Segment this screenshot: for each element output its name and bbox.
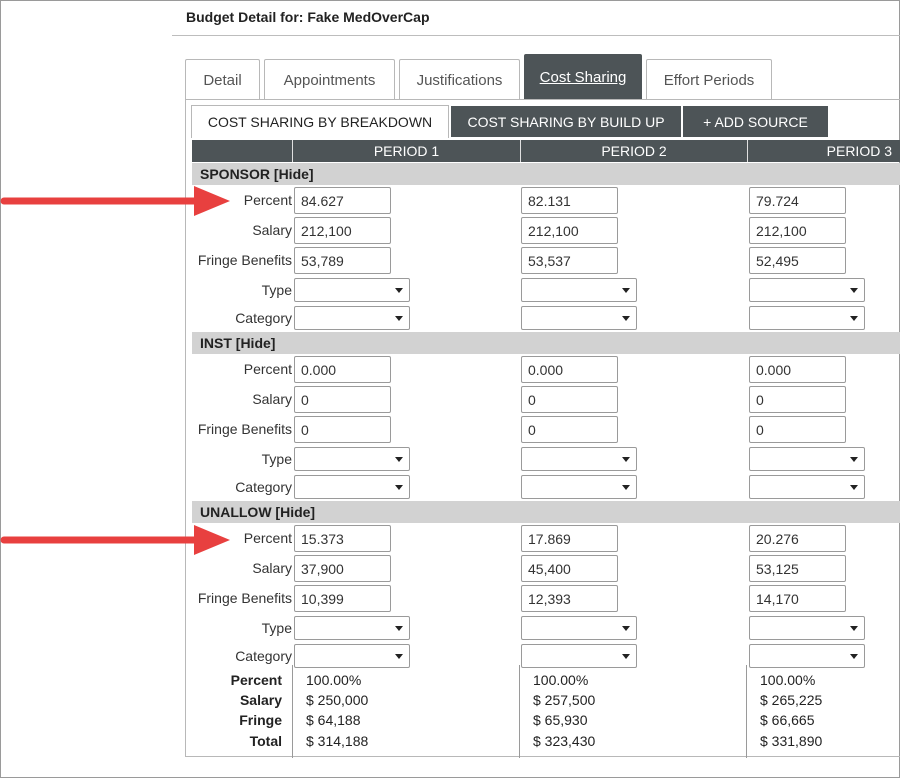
unallow-fringe-p2[interactable] — [521, 585, 618, 612]
period-1-header: PERIOD 1 — [292, 140, 520, 162]
subtab-by-breakdown[interactable]: COST SHARING BY BREAKDOWN — [191, 105, 449, 138]
inst-category-select-p1[interactable] — [294, 475, 410, 499]
unallow-percent-p2[interactable] — [521, 525, 618, 552]
sponsor-salary-p3[interactable] — [749, 217, 846, 244]
row-label-percent: Percent — [243, 530, 292, 546]
page-title: Budget Detail for: Fake MedOverCap — [186, 9, 430, 25]
chevron-down-icon — [622, 316, 630, 321]
period-2-header: PERIOD 2 — [520, 140, 747, 162]
section-inst[interactable]: INST [Hide] — [192, 332, 900, 354]
chevron-down-icon — [395, 316, 403, 321]
totals-label-fringe: Fringe — [239, 712, 282, 728]
unallow-category-select-p2[interactable] — [521, 644, 637, 668]
chevron-down-icon — [622, 288, 630, 293]
chevron-down-icon — [395, 288, 403, 293]
period-3-header: PERIOD 3 — [747, 140, 900, 162]
row-label-percent: Percent — [243, 361, 292, 377]
unallow-salary-p2[interactable] — [521, 555, 618, 582]
annotation-arrow-icon — [0, 182, 232, 220]
sponsor-fringe-p2[interactable] — [521, 247, 618, 274]
row-label-percent: Percent — [243, 192, 292, 208]
sponsor-salary-p1[interactable] — [294, 217, 391, 244]
column-divider — [746, 665, 747, 758]
unallow-salary-p3[interactable] — [749, 555, 846, 582]
section-unallow[interactable]: UNALLOW [Hide] — [192, 501, 900, 523]
total-sum-p2: $ 323,430 — [533, 733, 596, 749]
sponsor-type-select-p1[interactable] — [294, 278, 410, 302]
inst-type-select-p2[interactable] — [521, 447, 637, 471]
sponsor-fringe-p1[interactable] — [294, 247, 391, 274]
row-label-type: Type — [261, 451, 292, 467]
inst-salary-p2[interactable] — [521, 386, 618, 413]
chevron-down-icon — [395, 654, 403, 659]
tab-detail[interactable]: Detail — [185, 59, 260, 100]
column-divider — [519, 665, 520, 758]
inst-type-select-p3[interactable] — [749, 447, 865, 471]
sponsor-category-select-p2[interactable] — [521, 306, 637, 330]
total-salary-p3: $ 265,225 — [760, 692, 823, 708]
total-fringe-p3: $ 66,665 — [760, 712, 815, 728]
totals-label-percent: Percent — [230, 672, 282, 688]
chevron-down-icon — [622, 654, 630, 659]
tab-justifications[interactable]: Justifications — [399, 59, 520, 100]
inst-percent-p1[interactable] — [294, 356, 391, 383]
totals-label-total: Total — [249, 733, 282, 749]
inst-category-select-p3[interactable] — [749, 475, 865, 499]
row-label-fringe: Fringe Benefits — [197, 421, 292, 437]
chevron-down-icon — [850, 654, 858, 659]
chevron-down-icon — [850, 626, 858, 631]
sponsor-percent-p1[interactable] — [294, 187, 391, 214]
unallow-fringe-p1[interactable] — [294, 585, 391, 612]
inst-percent-p3[interactable] — [749, 356, 846, 383]
unallow-salary-p1[interactable] — [294, 555, 391, 582]
title-divider — [172, 35, 900, 36]
totals-label-salary: Salary — [239, 692, 282, 708]
row-label-category: Category — [235, 648, 292, 664]
inst-fringe-p1[interactable] — [294, 416, 391, 443]
section-sponsor[interactable]: SPONSOR [Hide] — [192, 163, 900, 185]
annotation-arrow-icon — [0, 521, 232, 559]
total-salary-p2: $ 257,500 — [533, 692, 596, 708]
chevron-down-icon — [395, 485, 403, 490]
row-label-salary: Salary — [252, 222, 292, 238]
sponsor-percent-p2[interactable] — [521, 187, 618, 214]
unallow-fringe-p3[interactable] — [749, 585, 846, 612]
unallow-type-select-p1[interactable] — [294, 616, 410, 640]
row-label-type: Type — [261, 620, 292, 636]
inst-type-select-p1[interactable] — [294, 447, 410, 471]
chevron-down-icon — [850, 457, 858, 462]
row-label-fringe: Fringe Benefits — [197, 590, 292, 606]
chevron-down-icon — [395, 626, 403, 631]
row-label-type: Type — [261, 282, 292, 298]
unallow-percent-p1[interactable] — [294, 525, 391, 552]
sponsor-category-select-p1[interactable] — [294, 306, 410, 330]
subtab-by-build-up[interactable]: COST SHARING BY BUILD UP — [451, 106, 681, 137]
total-percent-p3: 100.00% — [760, 672, 816, 688]
unallow-category-select-p1[interactable] — [294, 644, 410, 668]
sponsor-salary-p2[interactable] — [521, 217, 618, 244]
total-percent-p1: 100.00% — [306, 672, 362, 688]
total-fringe-p1: $ 64,188 — [306, 712, 361, 728]
chevron-down-icon — [622, 457, 630, 462]
period-header-row — [192, 140, 900, 162]
sponsor-type-select-p3[interactable] — [749, 278, 865, 302]
sponsor-percent-p3[interactable] — [749, 187, 846, 214]
row-label-category: Category — [235, 310, 292, 326]
tab-effort-periods[interactable]: Effort Periods — [646, 59, 772, 100]
tab-appointments[interactable]: Appointments — [264, 59, 395, 100]
chevron-down-icon — [850, 288, 858, 293]
inst-salary-p3[interactable] — [749, 386, 846, 413]
inst-percent-p2[interactable] — [521, 356, 618, 383]
total-sum-p1: $ 314,188 — [306, 733, 369, 749]
total-sum-p3: $ 331,890 — [760, 733, 823, 749]
chevron-down-icon — [850, 485, 858, 490]
column-divider — [292, 665, 293, 758]
inst-category-select-p2[interactable] — [521, 475, 637, 499]
total-percent-p2: 100.00% — [533, 672, 589, 688]
chevron-down-icon — [850, 316, 858, 321]
total-fringe-p2: $ 65,930 — [533, 712, 588, 728]
row-label-salary: Salary — [252, 391, 292, 407]
inst-fringe-p2[interactable] — [521, 416, 618, 443]
sponsor-fringe-p3[interactable] — [749, 247, 846, 274]
inst-fringe-p3[interactable] — [749, 416, 846, 443]
unallow-type-select-p3[interactable] — [749, 616, 865, 640]
chevron-down-icon — [622, 485, 630, 490]
tab-cost-sharing[interactable]: Cost Sharing — [524, 54, 642, 100]
add-source-button[interactable]: + ADD SOURCE — [683, 106, 828, 137]
total-salary-p1: $ 250,000 — [306, 692, 369, 708]
row-label-salary: Salary — [252, 560, 292, 576]
sponsor-category-select-p3[interactable] — [749, 306, 865, 330]
row-label-category: Category — [235, 479, 292, 495]
unallow-category-select-p3[interactable] — [749, 644, 865, 668]
unallow-type-select-p2[interactable] — [521, 616, 637, 640]
sponsor-type-select-p2[interactable] — [521, 278, 637, 302]
row-label-fringe: Fringe Benefits — [197, 252, 292, 268]
inst-salary-p1[interactable] — [294, 386, 391, 413]
chevron-down-icon — [395, 457, 403, 462]
unallow-percent-p3[interactable] — [749, 525, 846, 552]
chevron-down-icon — [622, 626, 630, 631]
